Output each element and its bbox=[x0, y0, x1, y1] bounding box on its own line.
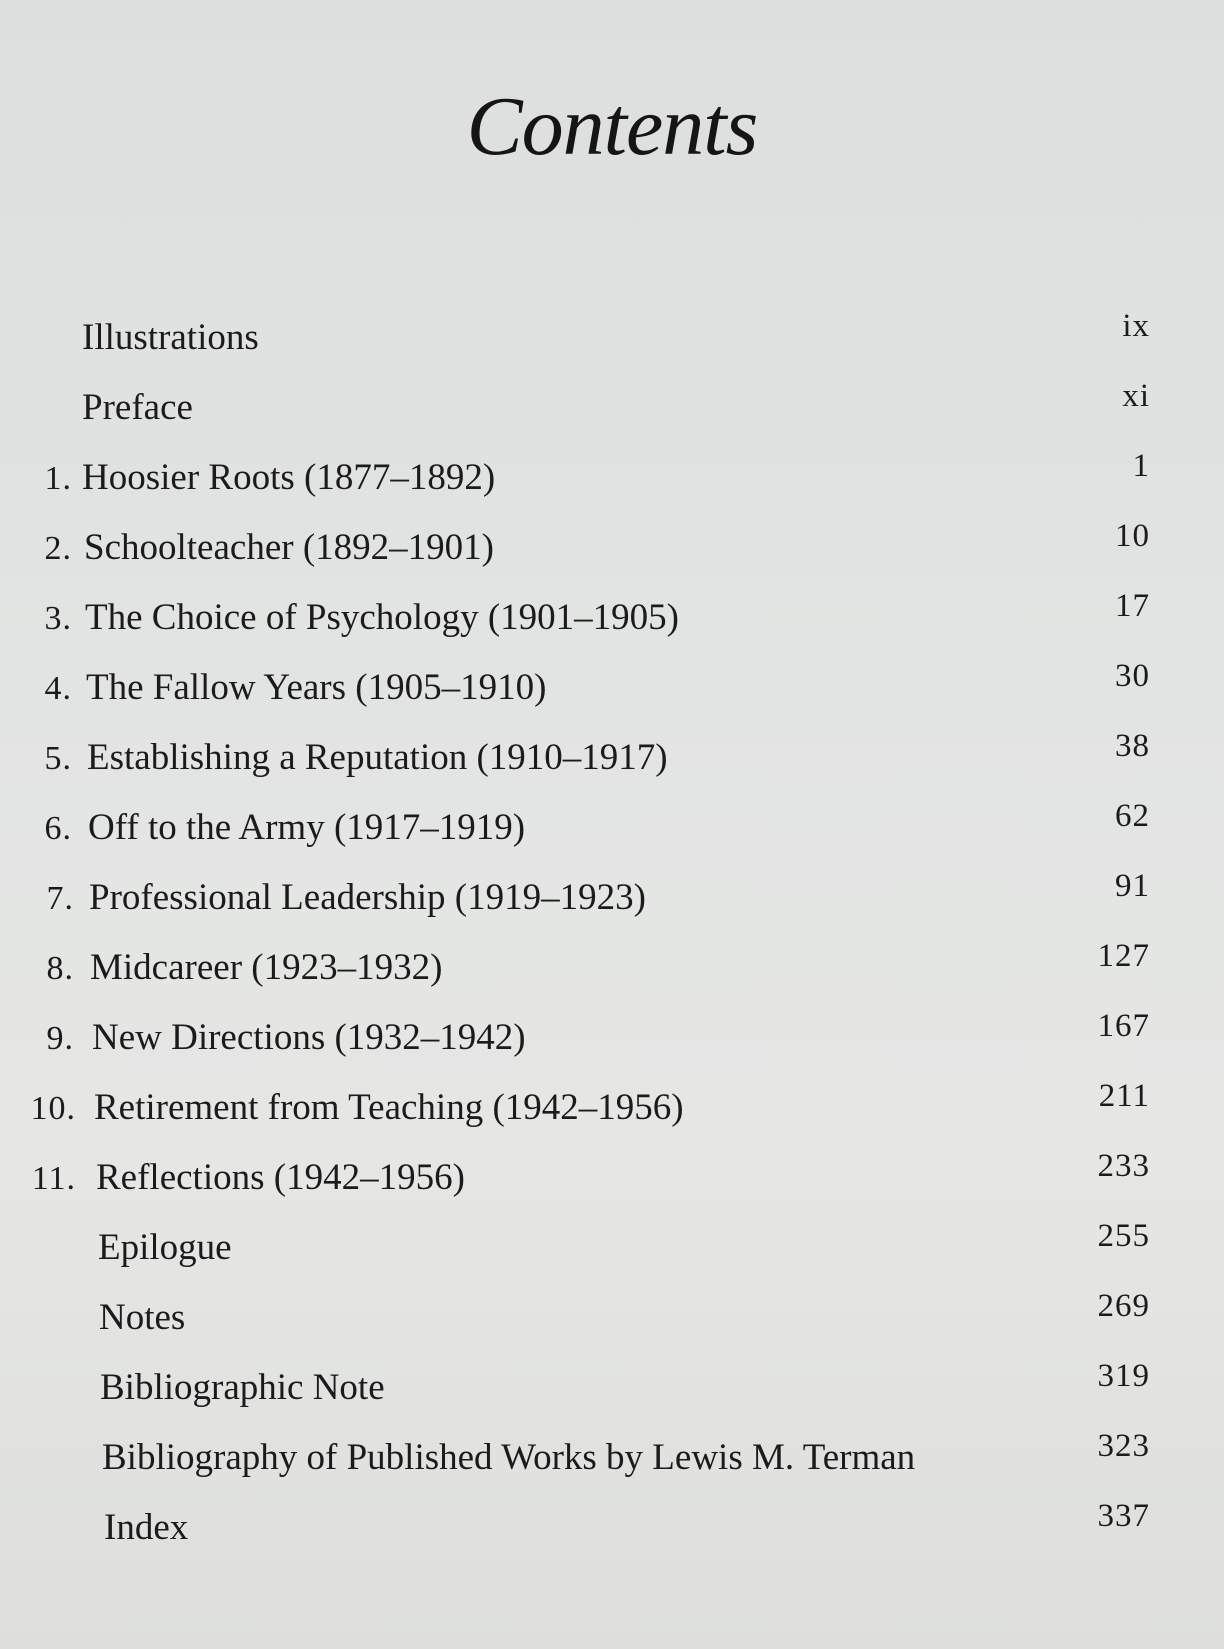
chapter-number: 9. bbox=[46, 1020, 74, 1057]
entry-title: Bibliographic Note bbox=[100, 1367, 385, 1408]
chapter-number: 4. bbox=[44, 670, 72, 707]
page-number: xi bbox=[1122, 378, 1150, 414]
page-number: 323 bbox=[1097, 1428, 1150, 1464]
page-number: 17 bbox=[1115, 588, 1150, 624]
page-number: 211 bbox=[1098, 1078, 1150, 1114]
entry-title: Illustrations bbox=[82, 317, 259, 358]
entry-title: Establishing a Reputation (1910–1917) bbox=[87, 737, 668, 778]
chapter-number: 5. bbox=[44, 740, 72, 777]
entry-title: Epilogue bbox=[98, 1227, 232, 1268]
page-number: 337 bbox=[1097, 1498, 1150, 1534]
toc-entry bbox=[0, 938, 1224, 1006]
entry-title: The Choice of Psychology (1901–1905) bbox=[85, 597, 679, 638]
page-number: 1 bbox=[1132, 448, 1150, 484]
entry-title: Schoolteacher (1892–1901) bbox=[84, 527, 494, 568]
toc-entry bbox=[0, 1078, 1224, 1146]
entry-title: Bibliography of Published Works by Lewis M. Terman bbox=[102, 1437, 916, 1478]
toc-entry bbox=[0, 1008, 1224, 1076]
page-number: ix bbox=[1122, 308, 1150, 344]
entry-title: Midcareer (1923–1932) bbox=[90, 947, 443, 988]
entry-title: Index bbox=[104, 1507, 189, 1548]
chapter-number: 11. bbox=[31, 1160, 76, 1197]
page-number: 255 bbox=[1097, 1218, 1150, 1254]
chapter-number: 1. bbox=[44, 460, 72, 497]
page-number: 10 bbox=[1115, 518, 1150, 554]
entry-title: Professional Leadership (1919–1923) bbox=[89, 877, 646, 918]
toc-entry bbox=[0, 588, 1224, 656]
entry-title: The Fallow Years (1905–1910) bbox=[86, 667, 547, 708]
toc-entry bbox=[0, 1498, 1224, 1566]
toc-entry bbox=[0, 798, 1224, 866]
chapter-number: 3. bbox=[44, 600, 72, 637]
page-number: 269 bbox=[1097, 1288, 1150, 1324]
chapter-number: 7. bbox=[46, 880, 74, 917]
page-number: 167 bbox=[1097, 1008, 1150, 1044]
entry-title: New Directions (1932–1942) bbox=[92, 1017, 526, 1058]
page-number: 30 bbox=[1115, 658, 1150, 694]
entry-title: Preface bbox=[82, 387, 193, 428]
entry-title: Hoosier Roots (1877–1892) bbox=[82, 457, 496, 498]
toc-entry bbox=[0, 868, 1224, 936]
chapter-number: 6. bbox=[44, 810, 72, 847]
page-number: 38 bbox=[1115, 728, 1150, 764]
toc-entry bbox=[0, 378, 1224, 446]
entry-title: Reflections (1942–1956) bbox=[96, 1157, 465, 1198]
chapter-number: 8. bbox=[46, 950, 74, 987]
toc-entry bbox=[0, 1358, 1224, 1426]
toc-entry bbox=[0, 728, 1224, 796]
chapter-number: 10. bbox=[30, 1090, 76, 1127]
toc-entry bbox=[0, 448, 1224, 516]
page-number: 233 bbox=[1097, 1148, 1150, 1184]
chapter-number: 2. bbox=[44, 530, 72, 567]
entry-title: Notes bbox=[99, 1297, 186, 1338]
toc-entry bbox=[0, 518, 1224, 586]
toc-entry bbox=[0, 1428, 1224, 1496]
entry-title: Retirement from Teaching (1942–1956) bbox=[94, 1087, 684, 1128]
toc-entry bbox=[0, 308, 1224, 376]
toc-entry bbox=[0, 1148, 1224, 1216]
page-number: 91 bbox=[1115, 868, 1150, 904]
page-title: Contents bbox=[466, 80, 758, 174]
entry-title: Off to the Army (1917–1919) bbox=[88, 807, 526, 848]
page-number: 62 bbox=[1115, 798, 1150, 834]
toc-entry bbox=[0, 1288, 1224, 1356]
page-number: 319 bbox=[1097, 1358, 1150, 1394]
page-number: 127 bbox=[1097, 938, 1150, 974]
toc-entry bbox=[0, 658, 1224, 726]
toc-entry bbox=[0, 1218, 1224, 1286]
